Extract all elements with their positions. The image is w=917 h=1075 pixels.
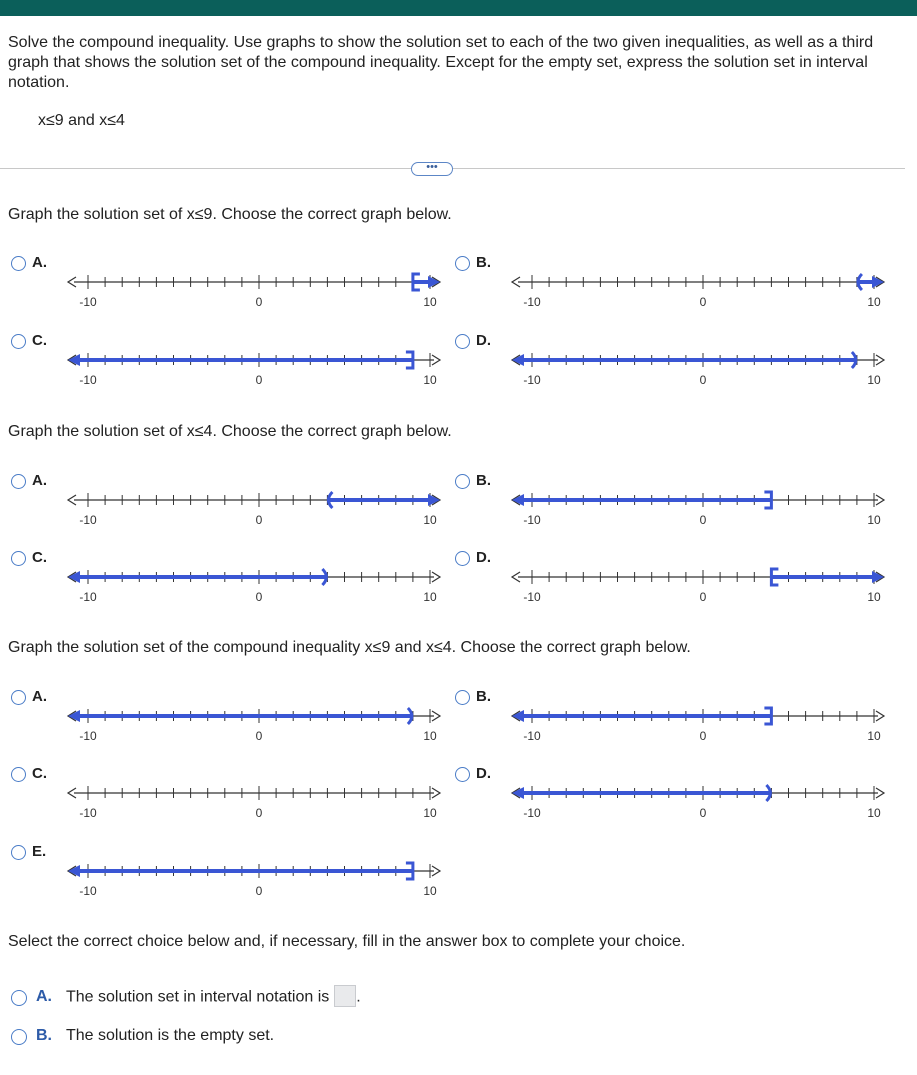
number-line-graph — [452, 334, 902, 394]
option-label: A. — [36, 988, 52, 1005]
tick-label: 10 — [867, 373, 881, 387]
number-line-graph — [8, 690, 458, 750]
number-line-graph — [452, 474, 902, 534]
tick-label: -10 — [523, 513, 541, 527]
tick-label: 10 — [423, 590, 437, 604]
tick-label: 0 — [699, 373, 707, 387]
option-label: D. — [476, 765, 491, 782]
q2-option-d[interactable] — [452, 551, 902, 611]
number-line-graph — [8, 551, 458, 611]
q1-option-c[interactable] — [8, 334, 458, 394]
radio-button[interactable] — [11, 990, 27, 1006]
option-text: The solution is the empty set. — [66, 1027, 275, 1044]
tick-label: 0 — [255, 806, 263, 820]
option-label: A. — [32, 254, 47, 271]
question-3-prompt: Graph the solution set of the compound inequality x≤9 and x≤4. Choose the correct graph below. — [8, 639, 691, 656]
number-line-graph — [8, 767, 458, 827]
number-line-graph — [452, 551, 902, 611]
tick-label: 0 — [699, 729, 707, 743]
tick-label: 10 — [423, 513, 437, 527]
tick-label: -10 — [523, 806, 541, 820]
tick-label: 0 — [255, 590, 263, 604]
tick-label: -10 — [79, 884, 97, 898]
top-header-bar — [0, 0, 917, 16]
radio-button[interactable] — [11, 1029, 27, 1045]
number-line-graph — [452, 256, 902, 316]
number-line-graph — [8, 845, 458, 905]
tick-label: 10 — [867, 729, 881, 743]
option-label: A. — [32, 472, 47, 489]
number-line-graph — [8, 256, 458, 316]
q2-option-a[interactable] — [8, 474, 458, 534]
answer-input-box[interactable] — [334, 985, 356, 1007]
tick-label: 10 — [423, 729, 437, 743]
question-1-prompt: Graph the solution set of x≤9. Choose the correct graph below. — [8, 206, 452, 223]
tick-label: -10 — [523, 373, 541, 387]
option-label: B. — [476, 254, 491, 271]
option-label: B. — [36, 1027, 52, 1044]
given-inequality: x≤9 and x≤4 — [38, 112, 125, 129]
tick-label: -10 — [523, 590, 541, 604]
final-prompt: Select the correct choice below and, if necessary, fill in the answer box to complete your choice. — [8, 933, 686, 950]
number-line-graph — [8, 334, 458, 394]
option-label: C. — [32, 765, 47, 782]
q3-option-c[interactable] — [8, 767, 458, 827]
q3-option-b[interactable] — [452, 690, 902, 750]
tick-label: 10 — [867, 806, 881, 820]
option-label: B. — [476, 688, 491, 705]
tick-label: 0 — [699, 806, 707, 820]
tick-label: -10 — [79, 729, 97, 743]
number-line-graph — [452, 767, 902, 827]
tick-label: 10 — [423, 806, 437, 820]
tick-label: 10 — [867, 513, 881, 527]
q1-option-a[interactable] — [8, 256, 458, 316]
tick-label: 10 — [423, 295, 437, 309]
instructions: Solve the compound inequality. Use graphs to show the solution set to each of the two given inequalities, as well as a third graph that shows the solution set of the compound inequality. Except for the empty set, express the solution set in interval notation. — [8, 34, 874, 91]
tick-label: 0 — [255, 373, 263, 387]
tick-label: 0 — [255, 513, 263, 527]
tick-label: -10 — [79, 373, 97, 387]
q3-option-a[interactable] — [8, 690, 458, 750]
option-label: B. — [476, 472, 491, 489]
tick-label: 0 — [699, 295, 707, 309]
tick-label: 10 — [867, 590, 881, 604]
tick-label: -10 — [79, 513, 97, 527]
tick-label: -10 — [523, 729, 541, 743]
tick-label: -10 — [79, 806, 97, 820]
option-label: C. — [32, 332, 47, 349]
option-label: D. — [476, 549, 491, 566]
tick-label: 0 — [699, 590, 707, 604]
tick-label: -10 — [79, 590, 97, 604]
question-2-prompt: Graph the solution set of x≤4. Choose the correct graph below. — [8, 423, 452, 440]
q3-option-e[interactable] — [8, 845, 458, 905]
tick-label: -10 — [79, 295, 97, 309]
option-label: A. — [32, 688, 47, 705]
tick-label: 10 — [423, 884, 437, 898]
more-options-button[interactable]: ••• — [411, 162, 453, 176]
option-label: C. — [32, 549, 47, 566]
number-line-graph — [452, 690, 902, 750]
tick-label: 0 — [255, 884, 263, 898]
tick-label: -10 — [523, 295, 541, 309]
option-text: The solution set in interval notation is — [66, 988, 330, 1006]
tick-label: 10 — [423, 373, 437, 387]
q1-option-d[interactable] — [452, 334, 902, 394]
q2-option-b[interactable] — [452, 474, 902, 534]
tick-label: 10 — [867, 295, 881, 309]
q1-option-b[interactable] — [452, 256, 902, 316]
q2-option-c[interactable] — [8, 551, 458, 611]
answer-suffix: . — [356, 988, 361, 1006]
option-label: E. — [32, 843, 47, 860]
tick-label: 0 — [699, 513, 707, 527]
option-label: D. — [476, 332, 491, 349]
tick-label: 0 — [255, 295, 263, 309]
tick-label: 0 — [255, 729, 263, 743]
q3-option-d[interactable] — [452, 767, 902, 827]
number-line-graph — [8, 474, 458, 534]
